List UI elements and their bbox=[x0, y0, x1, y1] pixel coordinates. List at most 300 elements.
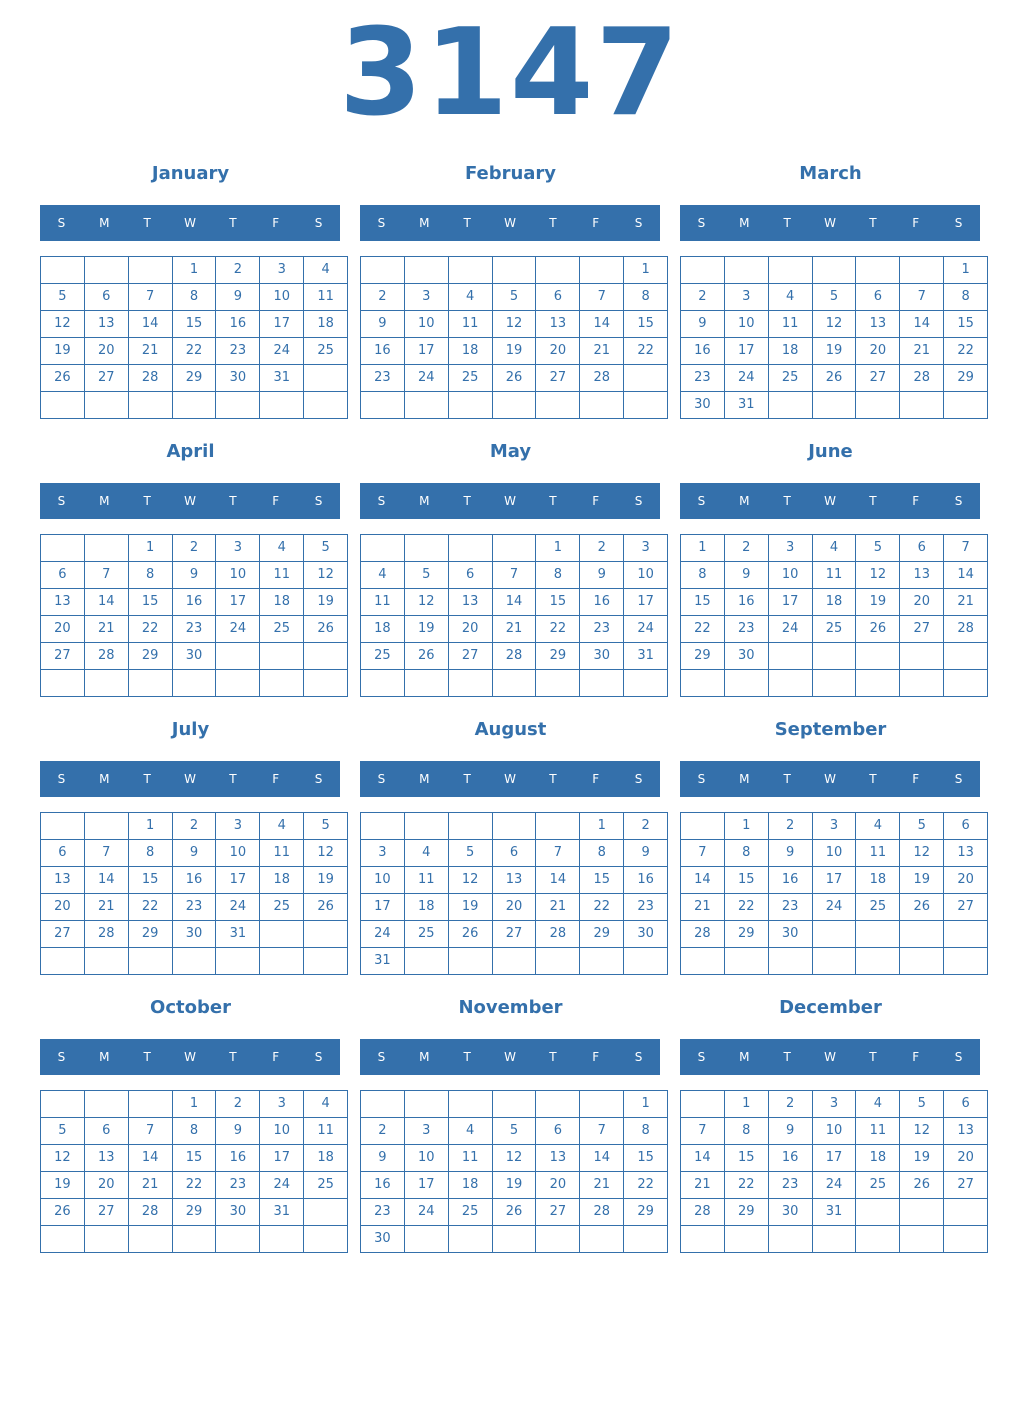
day-cell: 28 bbox=[128, 1199, 172, 1226]
day-cell: 7 bbox=[681, 840, 725, 867]
day-cell: 5 bbox=[304, 535, 348, 562]
day-cell: 5 bbox=[492, 284, 536, 311]
day-cell bbox=[448, 392, 492, 419]
weekday-label: T bbox=[869, 772, 877, 786]
week-row bbox=[361, 392, 668, 419]
day-cell: 14 bbox=[536, 867, 580, 894]
month-name: July bbox=[171, 719, 210, 740]
day-cell: 11 bbox=[260, 840, 304, 867]
day-cell: 23 bbox=[216, 1172, 260, 1199]
weekday-label: M bbox=[99, 216, 110, 230]
day-cell: 2 bbox=[216, 1091, 260, 1118]
day-cell: 23 bbox=[172, 894, 216, 921]
day-cell: 13 bbox=[84, 1145, 128, 1172]
day-grid bbox=[40, 812, 348, 975]
month-january bbox=[40, 160, 341, 385]
day-cell: 20 bbox=[448, 616, 492, 643]
day-cell: 9 bbox=[768, 840, 812, 867]
day-cell bbox=[624, 365, 668, 392]
weekday-label: F bbox=[272, 216, 280, 230]
week-row bbox=[361, 338, 668, 365]
day-cell: 8 bbox=[681, 562, 725, 589]
day-cell: 17 bbox=[404, 1172, 448, 1199]
day-cell: 27 bbox=[84, 365, 128, 392]
day-cell: 18 bbox=[856, 867, 900, 894]
day-cell bbox=[856, 643, 900, 670]
day-cell: 13 bbox=[900, 562, 944, 589]
weekday-label: M bbox=[419, 772, 430, 786]
day-cell: 25 bbox=[768, 365, 812, 392]
day-cell: 10 bbox=[404, 1145, 448, 1172]
day-cell: 17 bbox=[260, 1145, 304, 1172]
day-cell: 6 bbox=[900, 535, 944, 562]
day-cell: 2 bbox=[172, 813, 216, 840]
week-row bbox=[361, 643, 668, 670]
day-cell: 30 bbox=[172, 643, 216, 670]
day-cell bbox=[768, 257, 812, 284]
month-october bbox=[40, 994, 341, 1219]
week-row bbox=[681, 813, 988, 840]
day-cell: 14 bbox=[944, 562, 988, 589]
day-cell bbox=[812, 670, 856, 697]
weekday-label: T bbox=[229, 494, 237, 508]
day-cell: 26 bbox=[856, 616, 900, 643]
day-cell: 11 bbox=[768, 311, 812, 338]
day-cell: 11 bbox=[856, 840, 900, 867]
month-may bbox=[360, 438, 661, 663]
day-cell bbox=[361, 257, 405, 284]
day-cell bbox=[624, 392, 668, 419]
week-row bbox=[41, 311, 348, 338]
day-cell: 6 bbox=[944, 813, 988, 840]
week-row bbox=[361, 670, 668, 697]
day-cell: 2 bbox=[361, 1118, 405, 1145]
day-cell: 18 bbox=[768, 338, 812, 365]
week-row bbox=[681, 1091, 988, 1118]
day-cell: 15 bbox=[724, 867, 768, 894]
day-cell: 22 bbox=[128, 894, 172, 921]
day-cell: 2 bbox=[768, 813, 812, 840]
day-cell bbox=[128, 392, 172, 419]
week-row bbox=[681, 257, 988, 284]
day-grid bbox=[680, 256, 988, 419]
weekday-label: S bbox=[57, 216, 66, 230]
day-cell bbox=[448, 257, 492, 284]
day-cell: 30 bbox=[768, 921, 812, 948]
week-row bbox=[681, 840, 988, 867]
week-row bbox=[681, 616, 988, 643]
day-cell bbox=[856, 392, 900, 419]
day-cell: 14 bbox=[900, 311, 944, 338]
day-cell bbox=[681, 813, 725, 840]
day-cell: 6 bbox=[536, 1118, 580, 1145]
month-name: November bbox=[458, 997, 563, 1018]
weekday-label: T bbox=[143, 772, 151, 786]
day-cell: 17 bbox=[812, 867, 856, 894]
day-cell bbox=[41, 535, 85, 562]
day-cell: 9 bbox=[172, 562, 216, 589]
day-cell: 3 bbox=[624, 535, 668, 562]
day-cell: 7 bbox=[580, 284, 624, 311]
week-row bbox=[361, 840, 668, 867]
month-march bbox=[680, 160, 981, 412]
week-row bbox=[361, 1226, 668, 1253]
day-cell bbox=[856, 1199, 900, 1226]
day-cell: 14 bbox=[84, 867, 128, 894]
day-cell: 6 bbox=[448, 562, 492, 589]
day-cell: 25 bbox=[404, 921, 448, 948]
week-row bbox=[681, 562, 988, 589]
day-cell: 31 bbox=[216, 921, 260, 948]
day-cell: 18 bbox=[448, 338, 492, 365]
weekday-label: T bbox=[549, 1050, 557, 1064]
day-cell: 1 bbox=[172, 257, 216, 284]
weekday-label: W bbox=[184, 1050, 196, 1064]
weekday-label: S bbox=[314, 772, 323, 786]
weekday-label: T bbox=[463, 1050, 471, 1064]
day-cell: 21 bbox=[580, 1172, 624, 1199]
weekday-label: S bbox=[57, 494, 66, 508]
day-cell: 2 bbox=[216, 257, 260, 284]
week-row bbox=[41, 1199, 348, 1226]
weekday-header bbox=[40, 761, 340, 797]
day-cell bbox=[536, 1226, 580, 1253]
day-cell: 26 bbox=[304, 616, 348, 643]
day-cell: 23 bbox=[216, 338, 260, 365]
day-cell: 7 bbox=[681, 1118, 725, 1145]
day-cell: 22 bbox=[944, 338, 988, 365]
day-cell bbox=[536, 257, 580, 284]
day-cell: 11 bbox=[856, 1118, 900, 1145]
day-cell: 4 bbox=[448, 284, 492, 311]
day-cell: 9 bbox=[624, 840, 668, 867]
day-cell: 7 bbox=[492, 562, 536, 589]
day-cell: 11 bbox=[304, 1118, 348, 1145]
day-cell bbox=[128, 1226, 172, 1253]
week-row bbox=[41, 338, 348, 365]
day-cell bbox=[41, 1091, 85, 1118]
weekday-label: S bbox=[634, 772, 643, 786]
weekday-label: T bbox=[229, 772, 237, 786]
day-cell: 25 bbox=[856, 894, 900, 921]
month-name: March bbox=[799, 163, 862, 184]
day-cell: 10 bbox=[724, 311, 768, 338]
week-row bbox=[681, 535, 988, 562]
day-cell: 19 bbox=[856, 589, 900, 616]
day-cell: 8 bbox=[624, 284, 668, 311]
day-cell: 18 bbox=[304, 1145, 348, 1172]
month-february bbox=[360, 160, 661, 385]
day-cell: 3 bbox=[404, 284, 448, 311]
day-cell: 30 bbox=[724, 643, 768, 670]
month-name: June bbox=[808, 441, 853, 462]
day-cell: 10 bbox=[404, 311, 448, 338]
day-cell bbox=[944, 948, 988, 975]
day-cell: 21 bbox=[681, 1172, 725, 1199]
weekday-label: F bbox=[272, 772, 280, 786]
day-cell: 9 bbox=[361, 1145, 405, 1172]
day-cell: 22 bbox=[681, 616, 725, 643]
day-cell: 22 bbox=[172, 1172, 216, 1199]
day-cell: 16 bbox=[216, 1145, 260, 1172]
day-cell bbox=[216, 1226, 260, 1253]
day-cell: 1 bbox=[128, 535, 172, 562]
day-cell bbox=[900, 1226, 944, 1253]
weekday-label: S bbox=[954, 772, 963, 786]
day-cell: 23 bbox=[361, 1199, 405, 1226]
day-cell: 22 bbox=[624, 1172, 668, 1199]
week-row bbox=[41, 616, 348, 643]
day-cell bbox=[812, 643, 856, 670]
day-cell: 1 bbox=[724, 1091, 768, 1118]
week-row bbox=[41, 1145, 348, 1172]
week-row bbox=[361, 867, 668, 894]
weekday-label: T bbox=[869, 494, 877, 508]
day-cell: 16 bbox=[681, 338, 725, 365]
day-cell: 19 bbox=[900, 867, 944, 894]
week-row bbox=[361, 1118, 668, 1145]
week-row bbox=[361, 948, 668, 975]
week-row bbox=[41, 365, 348, 392]
day-cell: 15 bbox=[724, 1145, 768, 1172]
day-cell: 15 bbox=[944, 311, 988, 338]
weekday-label: M bbox=[419, 1050, 430, 1064]
weekday-label: T bbox=[143, 1050, 151, 1064]
day-cell: 2 bbox=[768, 1091, 812, 1118]
day-cell: 21 bbox=[944, 589, 988, 616]
weekday-header bbox=[680, 483, 980, 519]
day-cell: 17 bbox=[404, 338, 448, 365]
day-cell: 9 bbox=[216, 284, 260, 311]
month-name: January bbox=[151, 163, 230, 184]
weekday-label: M bbox=[739, 216, 750, 230]
day-cell: 11 bbox=[404, 867, 448, 894]
day-cell: 5 bbox=[900, 1091, 944, 1118]
day-cell: 1 bbox=[624, 1091, 668, 1118]
day-cell: 11 bbox=[448, 1145, 492, 1172]
day-cell: 26 bbox=[492, 365, 536, 392]
day-cell bbox=[404, 813, 448, 840]
day-cell: 9 bbox=[172, 840, 216, 867]
day-cell bbox=[681, 257, 725, 284]
weekday-label: S bbox=[697, 1050, 706, 1064]
day-cell: 8 bbox=[624, 1118, 668, 1145]
day-cell: 30 bbox=[361, 1226, 405, 1253]
day-cell bbox=[404, 1226, 448, 1253]
weekday-label: W bbox=[184, 772, 196, 786]
day-cell: 10 bbox=[361, 867, 405, 894]
day-cell: 26 bbox=[448, 921, 492, 948]
day-cell: 5 bbox=[492, 1118, 536, 1145]
day-cell: 3 bbox=[216, 813, 260, 840]
day-cell: 23 bbox=[681, 365, 725, 392]
week-row bbox=[361, 535, 668, 562]
day-cell bbox=[216, 392, 260, 419]
day-cell: 7 bbox=[84, 840, 128, 867]
weekday-label: T bbox=[229, 1050, 237, 1064]
day-cell: 31 bbox=[624, 643, 668, 670]
day-cell bbox=[944, 1199, 988, 1226]
day-cell: 6 bbox=[492, 840, 536, 867]
day-grid bbox=[360, 256, 668, 419]
day-cell bbox=[900, 670, 944, 697]
day-cell bbox=[536, 1091, 580, 1118]
day-cell bbox=[681, 1226, 725, 1253]
weekday-label: M bbox=[739, 1050, 750, 1064]
week-row bbox=[681, 1199, 988, 1226]
day-cell: 30 bbox=[216, 1199, 260, 1226]
month-august bbox=[360, 716, 661, 968]
day-cell: 24 bbox=[260, 1172, 304, 1199]
day-cell: 7 bbox=[128, 284, 172, 311]
day-cell: 5 bbox=[448, 840, 492, 867]
day-cell bbox=[900, 921, 944, 948]
day-cell: 22 bbox=[128, 616, 172, 643]
day-cell bbox=[900, 392, 944, 419]
day-cell: 4 bbox=[856, 1091, 900, 1118]
day-cell: 5 bbox=[856, 535, 900, 562]
day-cell: 13 bbox=[41, 867, 85, 894]
day-cell: 14 bbox=[580, 1145, 624, 1172]
day-cell bbox=[172, 392, 216, 419]
week-row bbox=[361, 284, 668, 311]
day-grid bbox=[360, 812, 668, 975]
day-cell: 30 bbox=[216, 365, 260, 392]
day-cell: 7 bbox=[128, 1118, 172, 1145]
day-cell: 15 bbox=[624, 1145, 668, 1172]
day-cell bbox=[304, 392, 348, 419]
week-row bbox=[681, 1118, 988, 1145]
day-cell bbox=[128, 670, 172, 697]
day-cell bbox=[900, 948, 944, 975]
day-cell: 19 bbox=[492, 338, 536, 365]
day-cell: 31 bbox=[812, 1199, 856, 1226]
day-cell bbox=[260, 643, 304, 670]
day-cell: 26 bbox=[900, 894, 944, 921]
day-cell: 27 bbox=[536, 1199, 580, 1226]
weekday-label: T bbox=[463, 494, 471, 508]
day-cell: 2 bbox=[681, 284, 725, 311]
day-cell: 15 bbox=[172, 311, 216, 338]
day-cell: 13 bbox=[492, 867, 536, 894]
day-cell: 12 bbox=[41, 311, 85, 338]
day-cell bbox=[624, 1226, 668, 1253]
day-cell: 2 bbox=[624, 813, 668, 840]
day-cell: 25 bbox=[304, 1172, 348, 1199]
day-cell bbox=[624, 948, 668, 975]
day-cell bbox=[856, 257, 900, 284]
day-cell: 21 bbox=[536, 894, 580, 921]
day-cell bbox=[41, 670, 85, 697]
day-cell: 6 bbox=[84, 284, 128, 311]
week-row bbox=[361, 894, 668, 921]
day-cell: 23 bbox=[768, 894, 812, 921]
day-cell: 27 bbox=[944, 894, 988, 921]
day-cell: 26 bbox=[812, 365, 856, 392]
day-cell: 27 bbox=[84, 1199, 128, 1226]
weekday-label: F bbox=[272, 1050, 280, 1064]
day-cell: 19 bbox=[492, 1172, 536, 1199]
day-cell: 30 bbox=[580, 643, 624, 670]
day-cell bbox=[492, 392, 536, 419]
day-cell bbox=[492, 670, 536, 697]
day-cell bbox=[900, 1199, 944, 1226]
day-cell: 24 bbox=[260, 338, 304, 365]
day-cell: 25 bbox=[260, 894, 304, 921]
day-cell: 19 bbox=[304, 589, 348, 616]
day-cell: 9 bbox=[361, 311, 405, 338]
day-cell bbox=[304, 1226, 348, 1253]
weekday-label: M bbox=[419, 494, 430, 508]
day-cell: 8 bbox=[128, 840, 172, 867]
day-cell: 17 bbox=[768, 589, 812, 616]
day-grid bbox=[680, 534, 988, 697]
day-cell: 1 bbox=[624, 257, 668, 284]
day-cell: 22 bbox=[724, 1172, 768, 1199]
day-cell: 22 bbox=[624, 338, 668, 365]
weekday-label: W bbox=[824, 216, 836, 230]
day-cell: 10 bbox=[260, 284, 304, 311]
day-cell: 29 bbox=[944, 365, 988, 392]
day-cell: 9 bbox=[768, 1118, 812, 1145]
day-cell bbox=[128, 1091, 172, 1118]
day-cell: 21 bbox=[84, 616, 128, 643]
day-cell: 20 bbox=[944, 867, 988, 894]
weekday-label: S bbox=[634, 1050, 643, 1064]
day-cell bbox=[812, 921, 856, 948]
day-cell bbox=[404, 257, 448, 284]
weekday-header bbox=[360, 483, 660, 519]
weekday-header bbox=[680, 205, 980, 241]
day-cell: 15 bbox=[624, 311, 668, 338]
day-cell: 24 bbox=[404, 365, 448, 392]
day-cell bbox=[536, 670, 580, 697]
day-cell: 20 bbox=[536, 338, 580, 365]
day-cell: 25 bbox=[812, 616, 856, 643]
day-cell bbox=[768, 392, 812, 419]
day-cell: 7 bbox=[900, 284, 944, 311]
day-cell bbox=[492, 257, 536, 284]
day-cell: 28 bbox=[84, 921, 128, 948]
day-cell bbox=[84, 1226, 128, 1253]
day-cell: 26 bbox=[492, 1199, 536, 1226]
day-cell: 20 bbox=[856, 338, 900, 365]
week-row bbox=[361, 562, 668, 589]
month-july bbox=[40, 716, 341, 941]
day-cell: 13 bbox=[944, 1118, 988, 1145]
day-cell: 15 bbox=[681, 589, 725, 616]
day-cell: 9 bbox=[580, 562, 624, 589]
month-name: April bbox=[166, 441, 215, 462]
month-name: December bbox=[779, 997, 882, 1018]
day-cell bbox=[404, 392, 448, 419]
day-cell bbox=[448, 670, 492, 697]
day-cell: 15 bbox=[580, 867, 624, 894]
weekday-label: M bbox=[99, 494, 110, 508]
weekday-label: M bbox=[99, 1050, 110, 1064]
day-cell: 8 bbox=[724, 840, 768, 867]
day-cell: 10 bbox=[768, 562, 812, 589]
day-cell: 20 bbox=[944, 1145, 988, 1172]
day-cell: 14 bbox=[681, 1145, 725, 1172]
day-cell bbox=[41, 257, 85, 284]
day-cell: 26 bbox=[304, 894, 348, 921]
week-row bbox=[361, 365, 668, 392]
day-cell: 31 bbox=[260, 365, 304, 392]
day-cell bbox=[41, 1226, 85, 1253]
day-cell: 8 bbox=[944, 284, 988, 311]
day-cell bbox=[768, 1226, 812, 1253]
